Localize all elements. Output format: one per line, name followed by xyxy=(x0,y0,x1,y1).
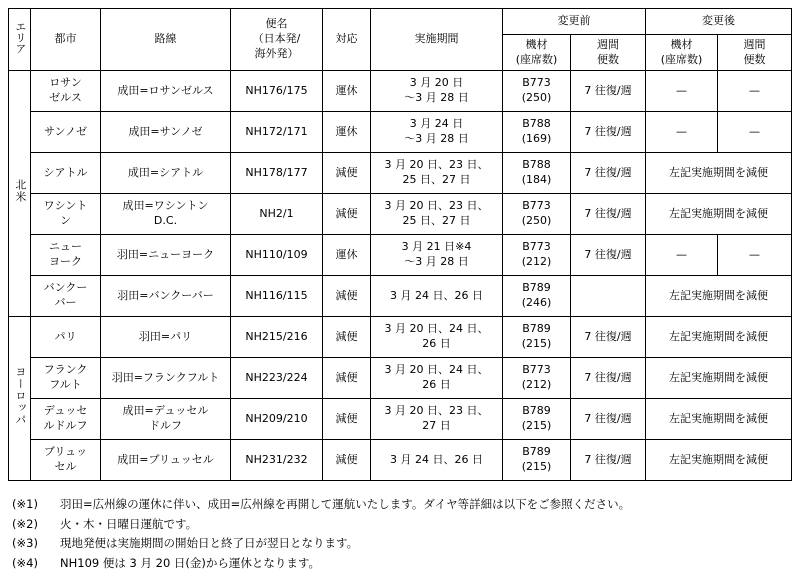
cell-equip-after: — xyxy=(646,112,718,153)
cell-equip-before: B773 (212) xyxy=(503,358,571,399)
cell-flight: NH176/175 xyxy=(231,71,323,112)
footnote-text: 火・木・日曜日運航です。 xyxy=(60,516,198,531)
cell-period: 3 月 24 日 ～3 月 28 日 xyxy=(371,112,503,153)
cell-equip-before: B788 (184) xyxy=(503,153,571,194)
cell-flight: NH110/109 xyxy=(231,235,323,276)
header-before: 変更前 xyxy=(503,9,646,35)
header-flight: 便名 （日本発/ 海外発） xyxy=(231,9,323,71)
table-row xyxy=(9,235,792,276)
cell-flight: NH223/224 xyxy=(231,358,323,399)
cell-weekly-before: 7 往復/週 xyxy=(571,399,646,440)
footnote-text: 羽田=広州線の運休に伴い、成田=広州線を再開して運航いたします。ダイヤ等詳細は以下をご参照ください。 xyxy=(60,497,631,511)
cell-period: 3 月 20 日、24 日、 26 日 xyxy=(371,358,503,399)
table-row xyxy=(9,153,792,194)
footnote-text: NH109 便は 3 月 20 日(金)から運休となります。 xyxy=(60,555,320,570)
cell-action: 減便 xyxy=(323,358,371,399)
cell-city: デュッセ ルドルフ xyxy=(31,399,101,440)
cell-flight: NH2/1 xyxy=(231,194,323,235)
area-north-america: 北米 xyxy=(9,71,31,317)
cell-equip-before: B788 (169) xyxy=(503,112,571,153)
cell-action: 減便 xyxy=(323,317,371,358)
cell-flight: NH215/216 xyxy=(231,317,323,358)
cell-city: フランク フルト xyxy=(31,358,101,399)
footnote-mark: (※1) xyxy=(12,497,38,511)
cell-after-merged: 左記実施期間を減便 xyxy=(646,440,792,481)
header-weekly-before: 週間 便数 xyxy=(571,35,646,71)
footnote-mark: (※3) xyxy=(12,536,38,550)
cell-action: 減便 xyxy=(323,276,371,317)
cell-weekly-before: 7 往復/週 xyxy=(571,358,646,399)
cell-route: 成田=ワシントン D.C. xyxy=(101,194,231,235)
cell-period: 3 月 24 日、26 日 xyxy=(371,440,503,481)
cell-city: ロサン ゼルス xyxy=(31,71,101,112)
area-europe: ヨーロッパ xyxy=(9,317,31,481)
table-row xyxy=(9,71,792,112)
cell-action: 減便 xyxy=(323,440,371,481)
schedule-table xyxy=(8,8,792,481)
footnote-1 xyxy=(12,495,630,515)
cell-route: 成田=デュッセル ドルフ xyxy=(101,399,231,440)
cell-weekly-before: 7 往復/週 xyxy=(571,235,646,276)
table-row xyxy=(9,194,792,235)
table-row xyxy=(9,276,792,317)
cell-after-merged: 左記実施期間を減便 xyxy=(646,358,792,399)
cell-weekly-before: 7 往復/週 xyxy=(571,440,646,481)
cell-city: バンクー バー xyxy=(31,276,101,317)
footnote-text: 現地発便は実施期間の開始日と終了日が翌日となります。 xyxy=(60,536,359,550)
footnote-mark: (※4) xyxy=(12,555,38,570)
cell-city: ワシント ン xyxy=(31,194,101,235)
cell-equip-before: B789 (215) xyxy=(503,399,571,440)
footnote-mark: (※2) xyxy=(12,516,38,531)
cell-weekly-after: — xyxy=(718,235,792,276)
cell-period: 3 月 20 日、24 日、 26 日 xyxy=(371,317,503,358)
table-row xyxy=(9,399,792,440)
cell-weekly-before: 7 往復/週 xyxy=(571,317,646,358)
cell-equip-before: B773 (212) xyxy=(503,235,571,276)
cell-equip-after: — xyxy=(646,71,718,112)
header-row xyxy=(9,9,792,35)
header-equipment-before: 機材 (座席数) xyxy=(503,35,571,71)
header-route: 路線 xyxy=(101,9,231,71)
cell-route: 成田=ロサンゼルス xyxy=(101,71,231,112)
cell-after-merged: 左記実施期間を減便 xyxy=(646,399,792,440)
cell-equip-after: — xyxy=(646,235,718,276)
cell-weekly-before: 7 往復/週 xyxy=(571,194,646,235)
cell-weekly-before: 7 往復/週 xyxy=(571,112,646,153)
cell-route: 羽田=ニューヨーク xyxy=(101,235,231,276)
footnotes xyxy=(12,495,630,573)
header-area: エリア xyxy=(9,9,31,71)
cell-weekly-before: 7 往復/週 xyxy=(571,71,646,112)
cell-period: 3 月 21 日※4 ～3 月 28 日 xyxy=(371,235,503,276)
cell-action: 減便 xyxy=(323,194,371,235)
cell-action: 減便 xyxy=(323,153,371,194)
cell-route: 成田=ブリュッセル xyxy=(101,440,231,481)
cell-action: 運休 xyxy=(323,235,371,276)
header-after: 変更後 xyxy=(646,9,792,35)
footnote-3 xyxy=(12,534,630,554)
cell-route: 羽田=バンクーバー xyxy=(101,276,231,317)
cell-flight: NH209/210 xyxy=(231,399,323,440)
cell-period: 3 月 20 日、23 日、 25 日、27 日 xyxy=(371,194,503,235)
cell-equip-before: B773 (250) xyxy=(503,71,571,112)
header-weekly-after: 週間 便数 xyxy=(718,35,792,71)
cell-flight: NH178/177 xyxy=(231,153,323,194)
cell-city: シアトル xyxy=(31,153,101,194)
table-row xyxy=(9,358,792,399)
cell-weekly-before: 7 往復/週 xyxy=(571,153,646,194)
cell-city: ニュー ヨーク xyxy=(31,235,101,276)
cell-flight: NH172/171 xyxy=(231,112,323,153)
cell-period: 3 月 20 日、23 日、 27 日 xyxy=(371,399,503,440)
header-period: 実施期間 xyxy=(371,9,503,71)
cell-action: 減便 xyxy=(323,399,371,440)
cell-weekly-after: — xyxy=(718,71,792,112)
cell-action: 運休 xyxy=(323,71,371,112)
cell-period: 3 月 24 日、26 日 xyxy=(371,276,503,317)
cell-flight: NH231/232 xyxy=(231,440,323,481)
cell-route: 羽田=フランクフルト xyxy=(101,358,231,399)
cell-weekly-after: — xyxy=(718,112,792,153)
cell-route: 成田=サンノゼ xyxy=(101,112,231,153)
cell-city: サンノゼ xyxy=(31,112,101,153)
cell-period: 3 月 20 日 ～3 月 28 日 xyxy=(371,71,503,112)
table-row xyxy=(9,440,792,481)
header-equipment-after: 機材 (座席数) xyxy=(646,35,718,71)
cell-city: ブリュッ セル xyxy=(31,440,101,481)
cell-city: パリ xyxy=(31,317,101,358)
cell-after-merged: 左記実施期間を減便 xyxy=(646,317,792,358)
cell-route: 成田=シアトル xyxy=(101,153,231,194)
cell-equip-before: B789 (215) xyxy=(503,317,571,358)
cell-period: 3 月 20 日、23 日、 25 日、27 日 xyxy=(371,153,503,194)
cell-equip-before: B773 (250) xyxy=(503,194,571,235)
cell-after-merged: 左記実施期間を減便 xyxy=(646,194,792,235)
cell-equip-before: B789 (215) xyxy=(503,440,571,481)
cell-flight: NH116/115 xyxy=(231,276,323,317)
cell-action: 運休 xyxy=(323,112,371,153)
cell-equip-before: B789 (246) xyxy=(503,276,571,317)
cell-after-merged: 左記実施期間を減便 xyxy=(646,153,792,194)
footnote-2 xyxy=(12,515,630,535)
cell-route: 羽田=パリ xyxy=(101,317,231,358)
cell-weekly-before xyxy=(571,276,646,317)
table-row xyxy=(9,317,792,358)
footnote-4 xyxy=(12,554,630,574)
cell-after-merged: 左記実施期間を減便 xyxy=(646,276,792,317)
header-city: 都市 xyxy=(31,9,101,71)
header-action: 対応 xyxy=(323,9,371,71)
table-row xyxy=(9,112,792,153)
